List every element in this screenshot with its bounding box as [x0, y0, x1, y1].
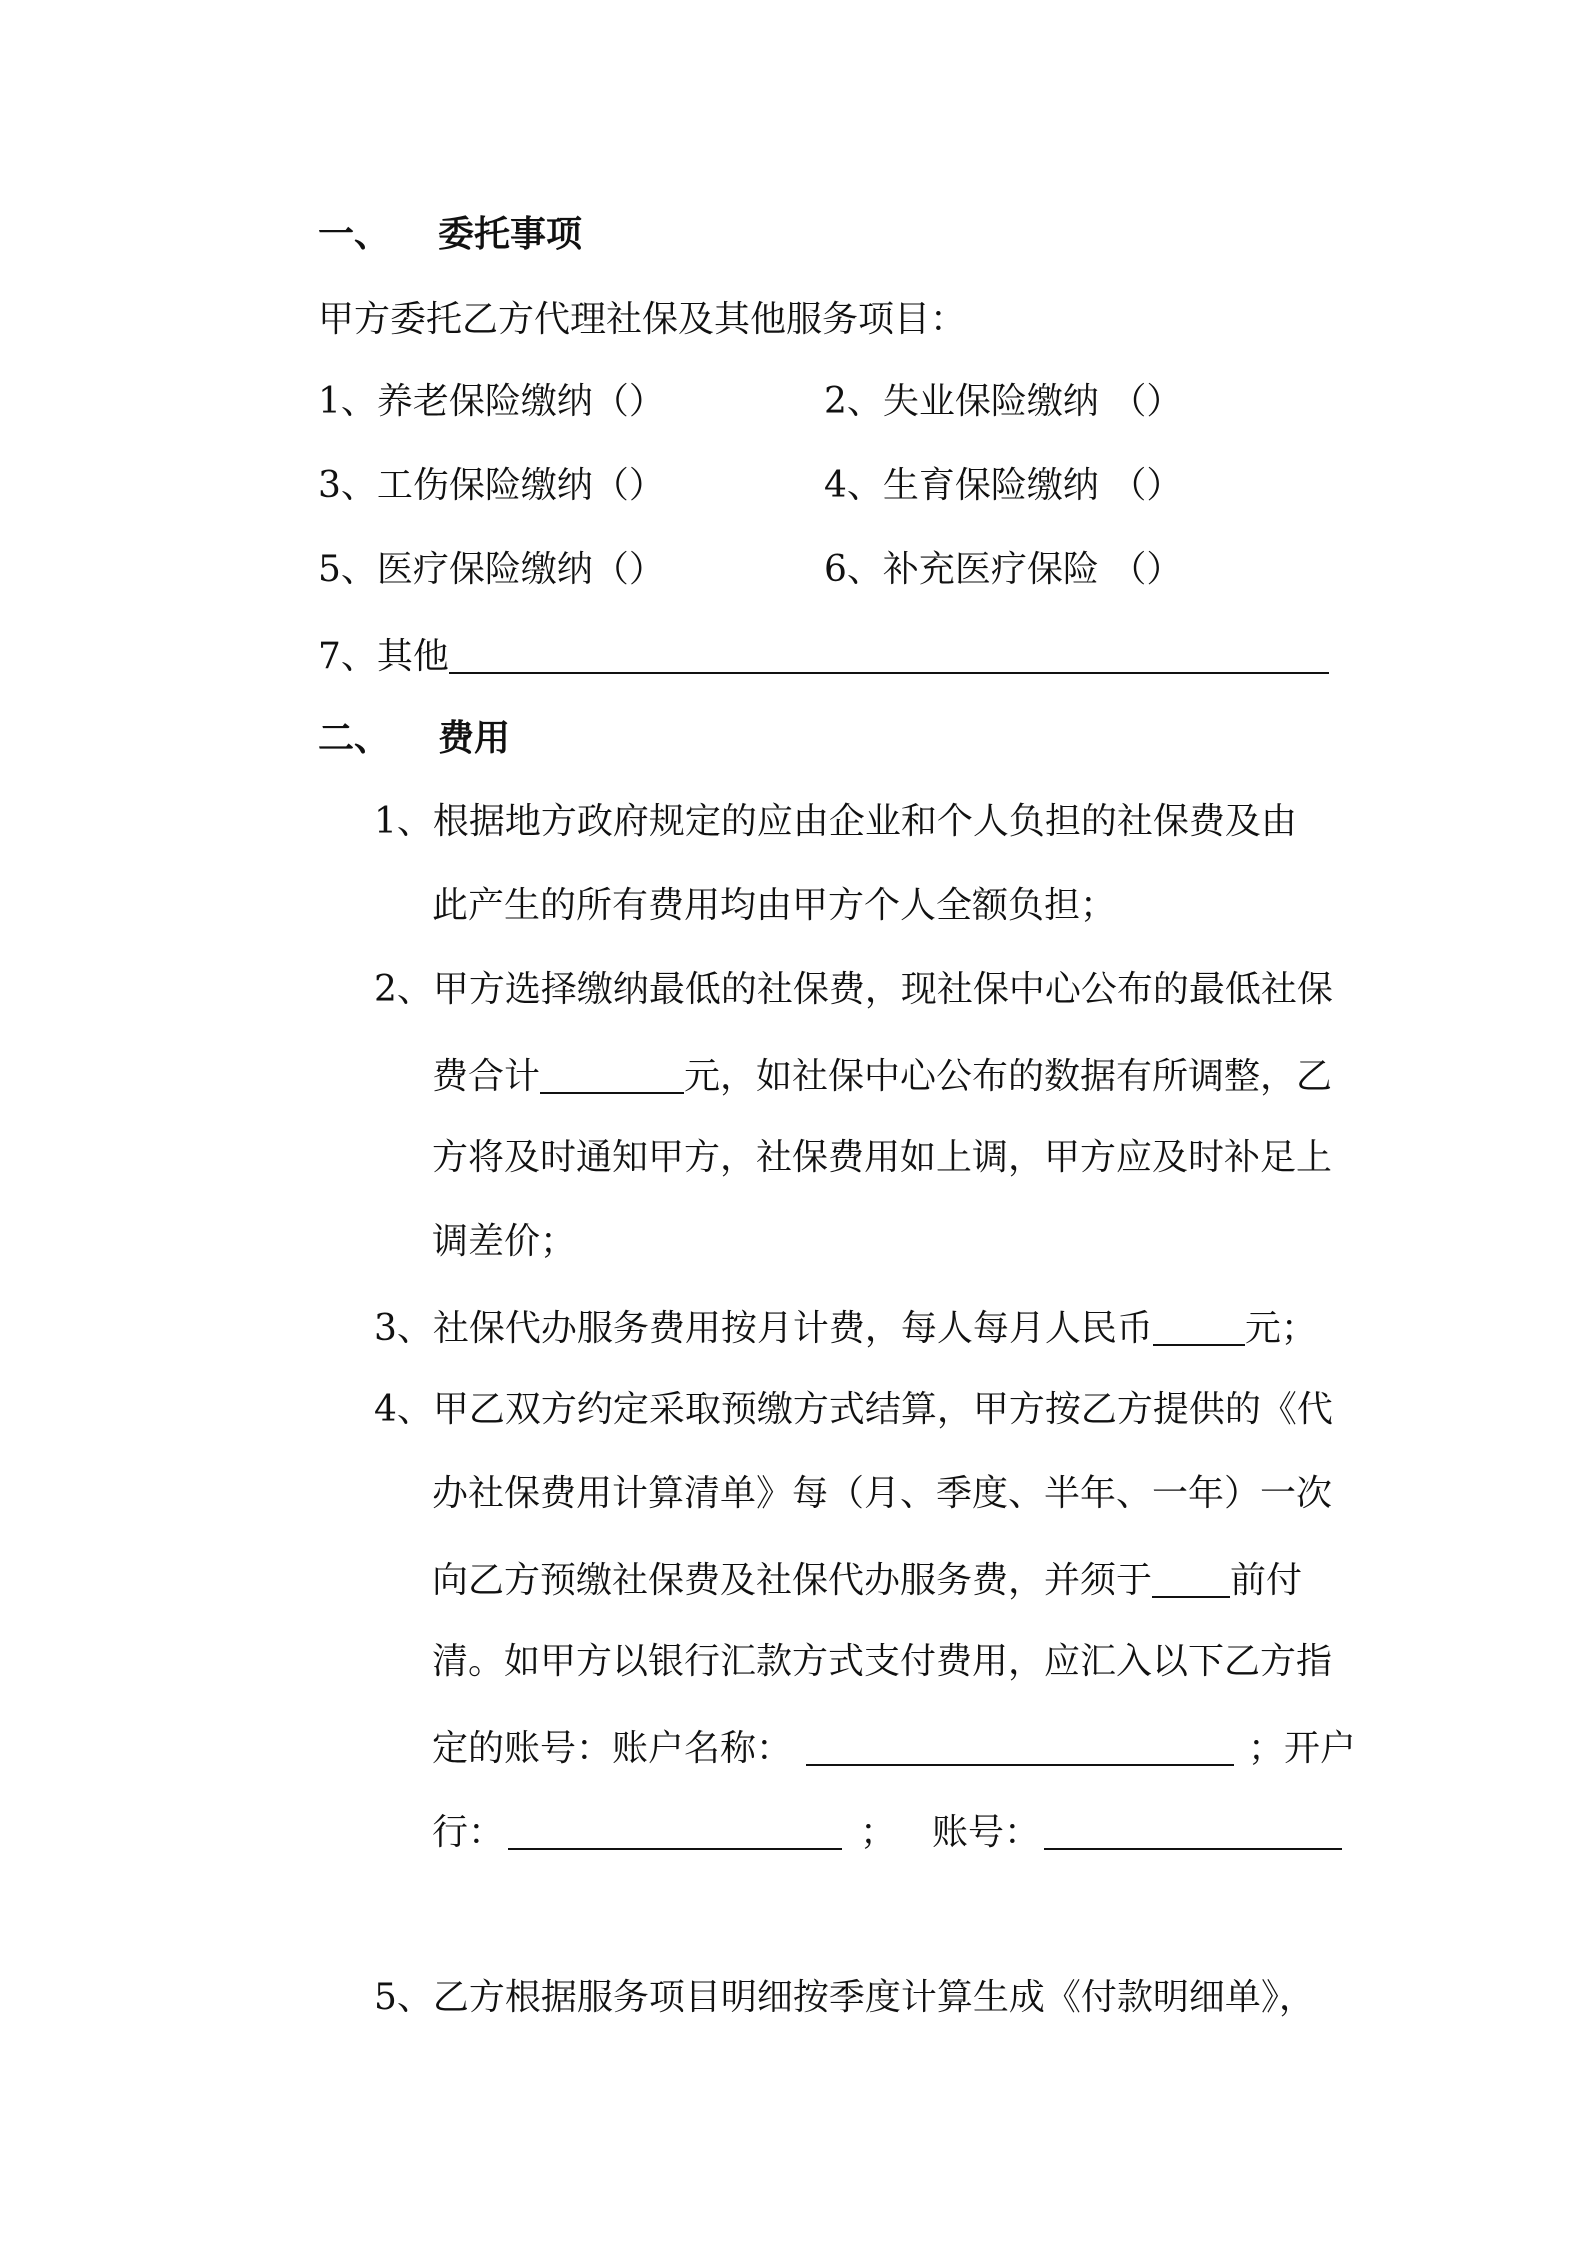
fee-clause-3-text-a: 3、社保代办服务费用按月计费，每人每月人民币	[374, 1308, 1153, 1349]
bank-separator: ；	[860, 1812, 897, 1853]
section-1-heading-title: 委托事项	[438, 213, 583, 255]
fee-clause-4-line-5	[432, 1724, 1356, 1771]
item-unemployment-insurance: 2、失业保险缴纳 （）	[824, 381, 1183, 422]
section-1-heading	[318, 212, 582, 256]
section-2-heading	[318, 716, 510, 760]
min-social-security-amount-blank[interactable]	[540, 1058, 684, 1094]
fee-clause-2-line-3: 方将及时通知甲方，社保费用如上调，甲方应及时补足上	[432, 1137, 1333, 1178]
section-1-heading-number: 一、	[318, 213, 391, 255]
section-2-heading-number: 二、	[318, 717, 391, 759]
section-2-heading-title: 费用	[438, 717, 511, 759]
account-name-label: 定的账号：账户名称：	[432, 1728, 793, 1769]
item-work-injury-insurance: 3、工伤保险缴纳（）	[318, 465, 665, 506]
item-pension-insurance: 1、养老保险缴纳（）	[318, 381, 665, 422]
fee-clause-4-text-a: 向乙方预缴社保费及社保代办服务费，并须于	[432, 1560, 1153, 1601]
fee-clause-2-line-1: 2、甲方选择缴纳最低的社保费，现社保中心公布的最低社保	[374, 969, 1333, 1010]
bank-name-blank[interactable]	[508, 1814, 842, 1850]
item-other	[318, 632, 1329, 679]
monthly-service-fee-blank[interactable]	[1153, 1310, 1245, 1346]
item-other-label: 7、其他	[318, 636, 449, 677]
account-number-blank[interactable]	[1044, 1814, 1342, 1850]
item-other-blank[interactable]	[449, 638, 1329, 674]
fee-clause-4-line-6	[432, 1808, 1342, 1855]
fee-clause-2-line-2	[432, 1052, 1332, 1099]
bank-label-start: ；开户	[1248, 1728, 1357, 1769]
payment-deadline-blank[interactable]	[1152, 1562, 1230, 1598]
fee-clause-1-line-1: 1、根据地方政府规定的应由企业和个人负担的社保费及由	[374, 801, 1297, 842]
fee-clause-5-line-1: 5、乙方根据服务项目明细按季度计算生成《付款明细单》，	[374, 1977, 1315, 2018]
account-name-blank[interactable]	[806, 1730, 1234, 1766]
fee-clause-2-text-b: 元，如社保中心公布的数据有所调整，乙	[684, 1056, 1333, 1097]
fee-clause-4-line-4: 清。如甲方以银行汇款方式支付费用，应汇入以下乙方指	[432, 1641, 1333, 1682]
fee-clause-2-text-a: 费合计	[432, 1056, 541, 1097]
fee-clause-4-line-1: 4、甲乙双方约定采取预缴方式结算，甲方按乙方提供的《代	[374, 1389, 1333, 1430]
account-number-label: 账号：	[932, 1812, 1041, 1853]
fee-clause-1-line-2: 此产生的所有费用均由甲方个人全额负担；	[432, 885, 1117, 926]
bank-label-end: 行：	[432, 1812, 505, 1853]
item-medical-insurance: 5、医疗保险缴纳（）	[318, 549, 665, 590]
section-1-intro: 甲方委托乙方代理社保及其他服务项目：	[318, 299, 967, 340]
fee-clause-3	[374, 1304, 1317, 1351]
fee-clause-2-line-4: 调差价；	[432, 1221, 577, 1262]
fee-clause-4-text-b: 前付	[1230, 1560, 1303, 1601]
item-supplementary-medical-insurance: 6、补充医疗保险 （）	[824, 549, 1183, 590]
item-maternity-insurance: 4、生育保险缴纳 （）	[824, 465, 1183, 506]
fee-clause-4-line-2: 办社保费用计算清单》每（月、季度、半年、一年）一次	[432, 1473, 1333, 1514]
fee-clause-4-line-3	[432, 1556, 1302, 1603]
fee-clause-3-text-b: 元；	[1244, 1308, 1317, 1349]
